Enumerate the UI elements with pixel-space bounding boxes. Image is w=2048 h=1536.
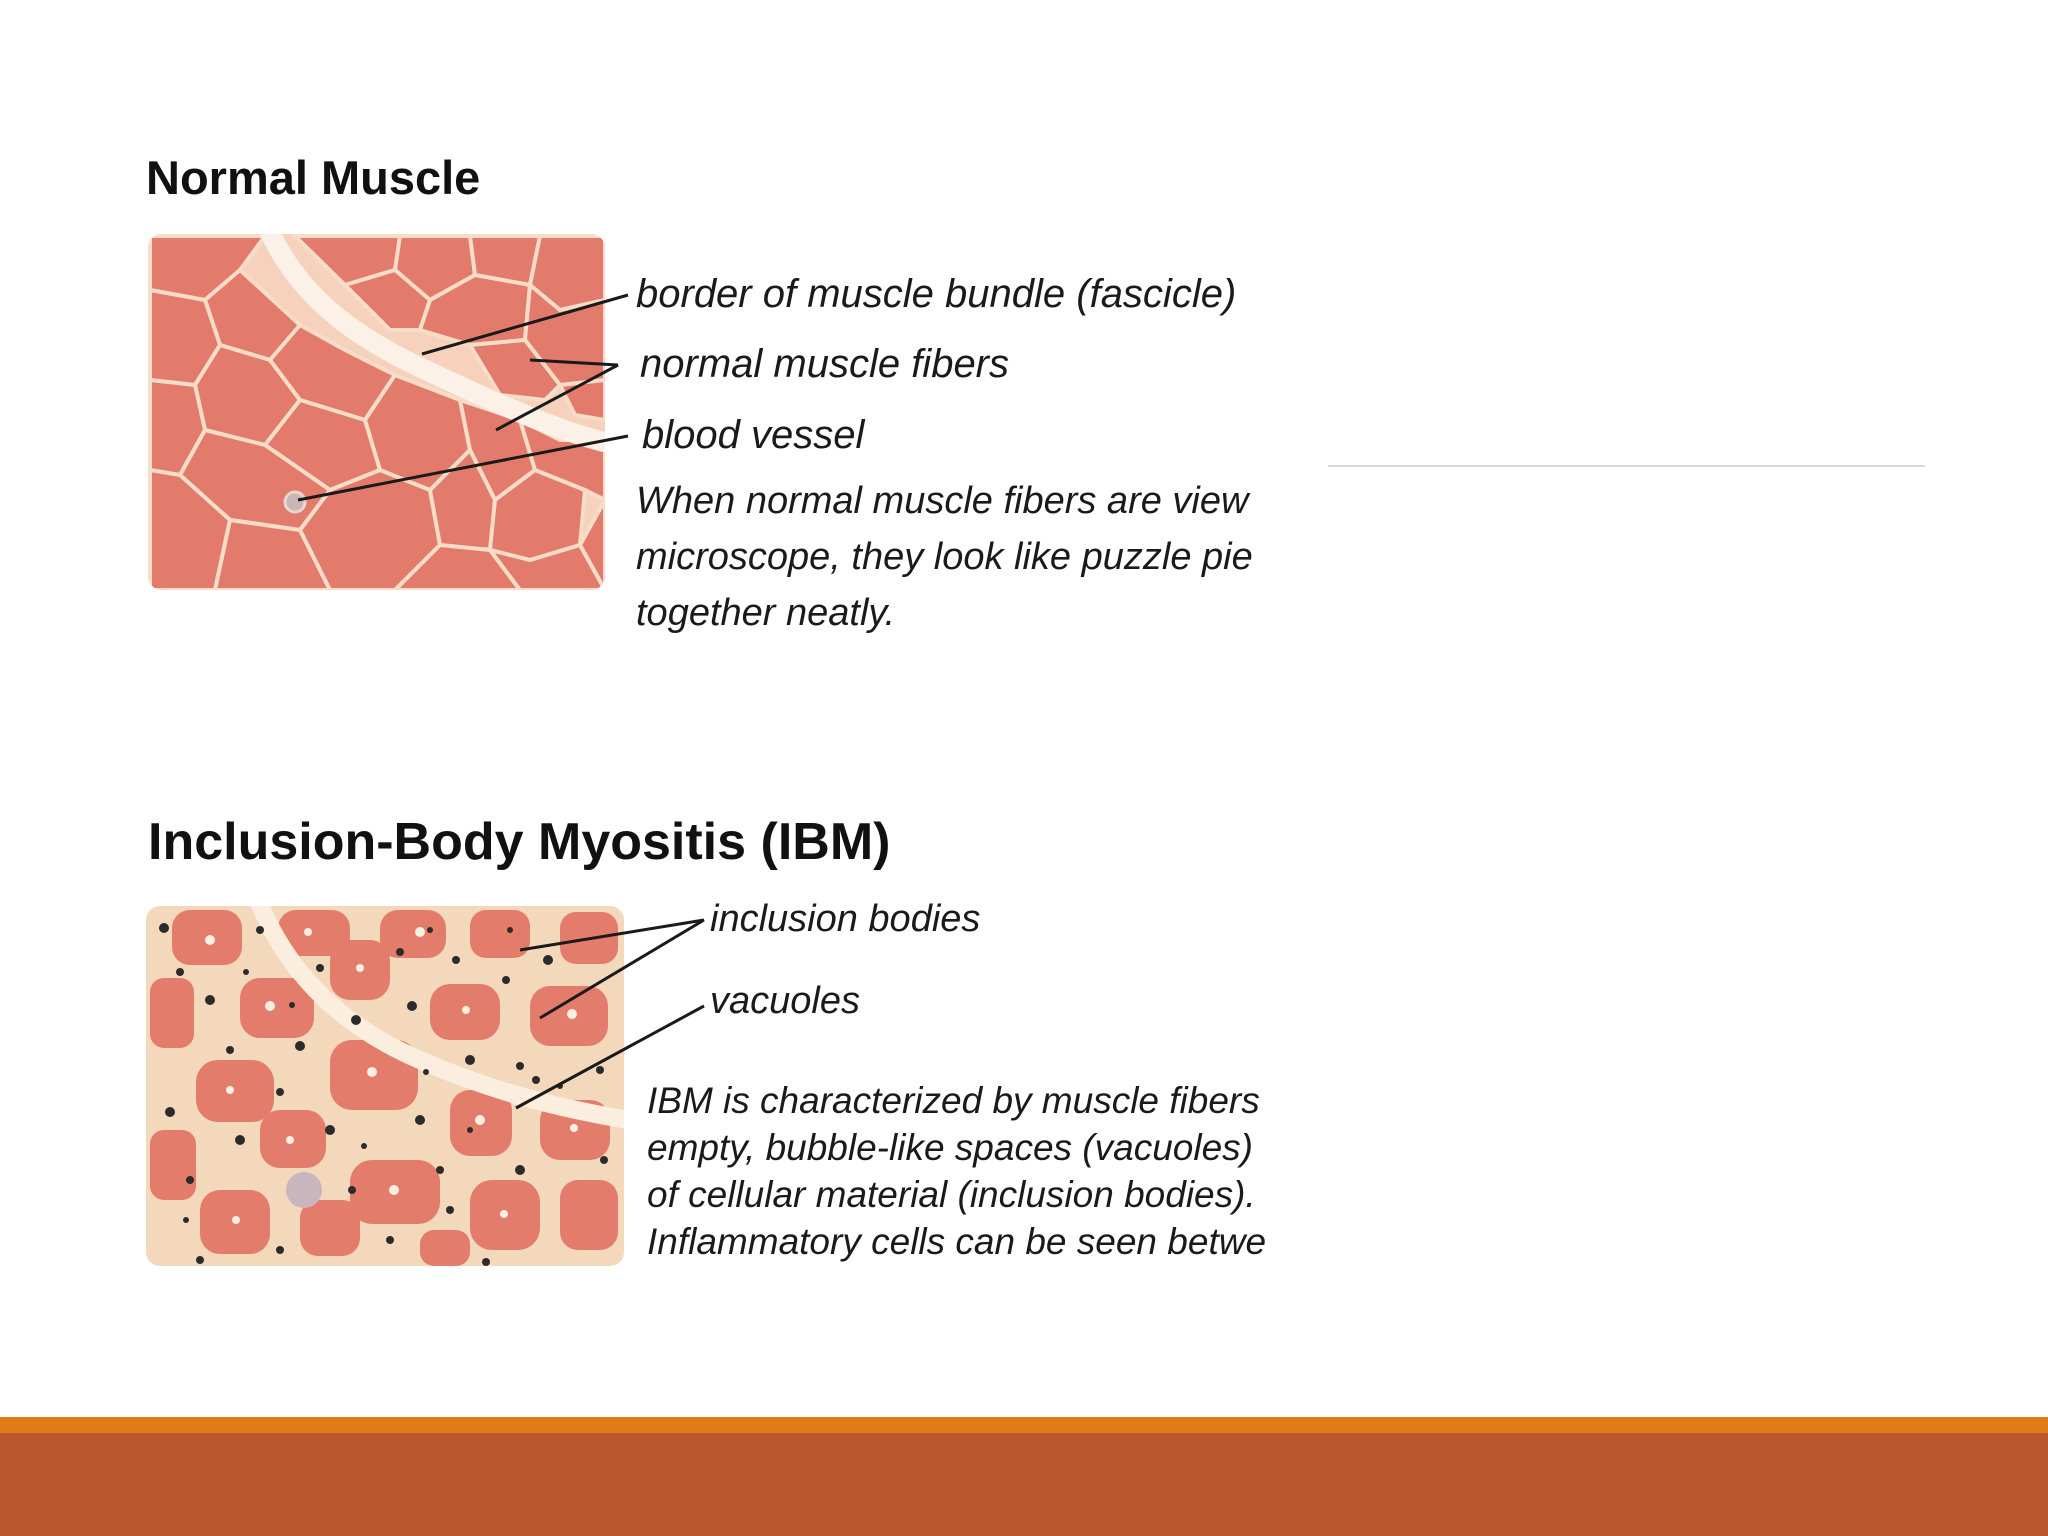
label-normal-fibers: normal muscle fibers — [640, 342, 1010, 386]
description-line: When normal muscle fibers are view — [636, 480, 1249, 522]
label-inclusion-bodies: inclusion bodies — [710, 898, 981, 940]
divider-line — [1328, 465, 1925, 467]
description-line: empty, bubble-like spaces (vacuoles) — [647, 1127, 1253, 1168]
normal-muscle-title: Normal Muscle — [146, 151, 481, 204]
label-blood-vessel: blood vessel — [642, 413, 865, 457]
ibm-muscle-image — [146, 900, 628, 1266]
description-line: of cellular material (inclusion bodies). — [647, 1174, 1256, 1215]
normal-muscle-image — [148, 228, 612, 590]
footer-bar — [0, 1433, 2048, 1536]
normal-muscle-description — [636, 480, 1326, 648]
blood-vessel — [285, 492, 305, 512]
description-line: IBM is characterized by muscle fibers — [647, 1080, 1260, 1121]
ibm-description — [647, 1080, 1327, 1268]
ibm-blood-vessel — [286, 1172, 322, 1208]
label-fascicle-border: border of muscle bundle (fascicle) — [636, 272, 1237, 316]
description-line: together neatly. — [636, 592, 896, 634]
ibm-title: Inclusion-Body Myositis (IBM) — [148, 813, 891, 871]
description-line: microscope, they look like puzzle pie — [636, 536, 1253, 578]
footer-accent-stripe — [0, 1417, 2048, 1433]
label-vacuoles: vacuoles — [710, 980, 860, 1022]
description-line: Inflammatory cells can be seen betwe — [647, 1221, 1267, 1262]
